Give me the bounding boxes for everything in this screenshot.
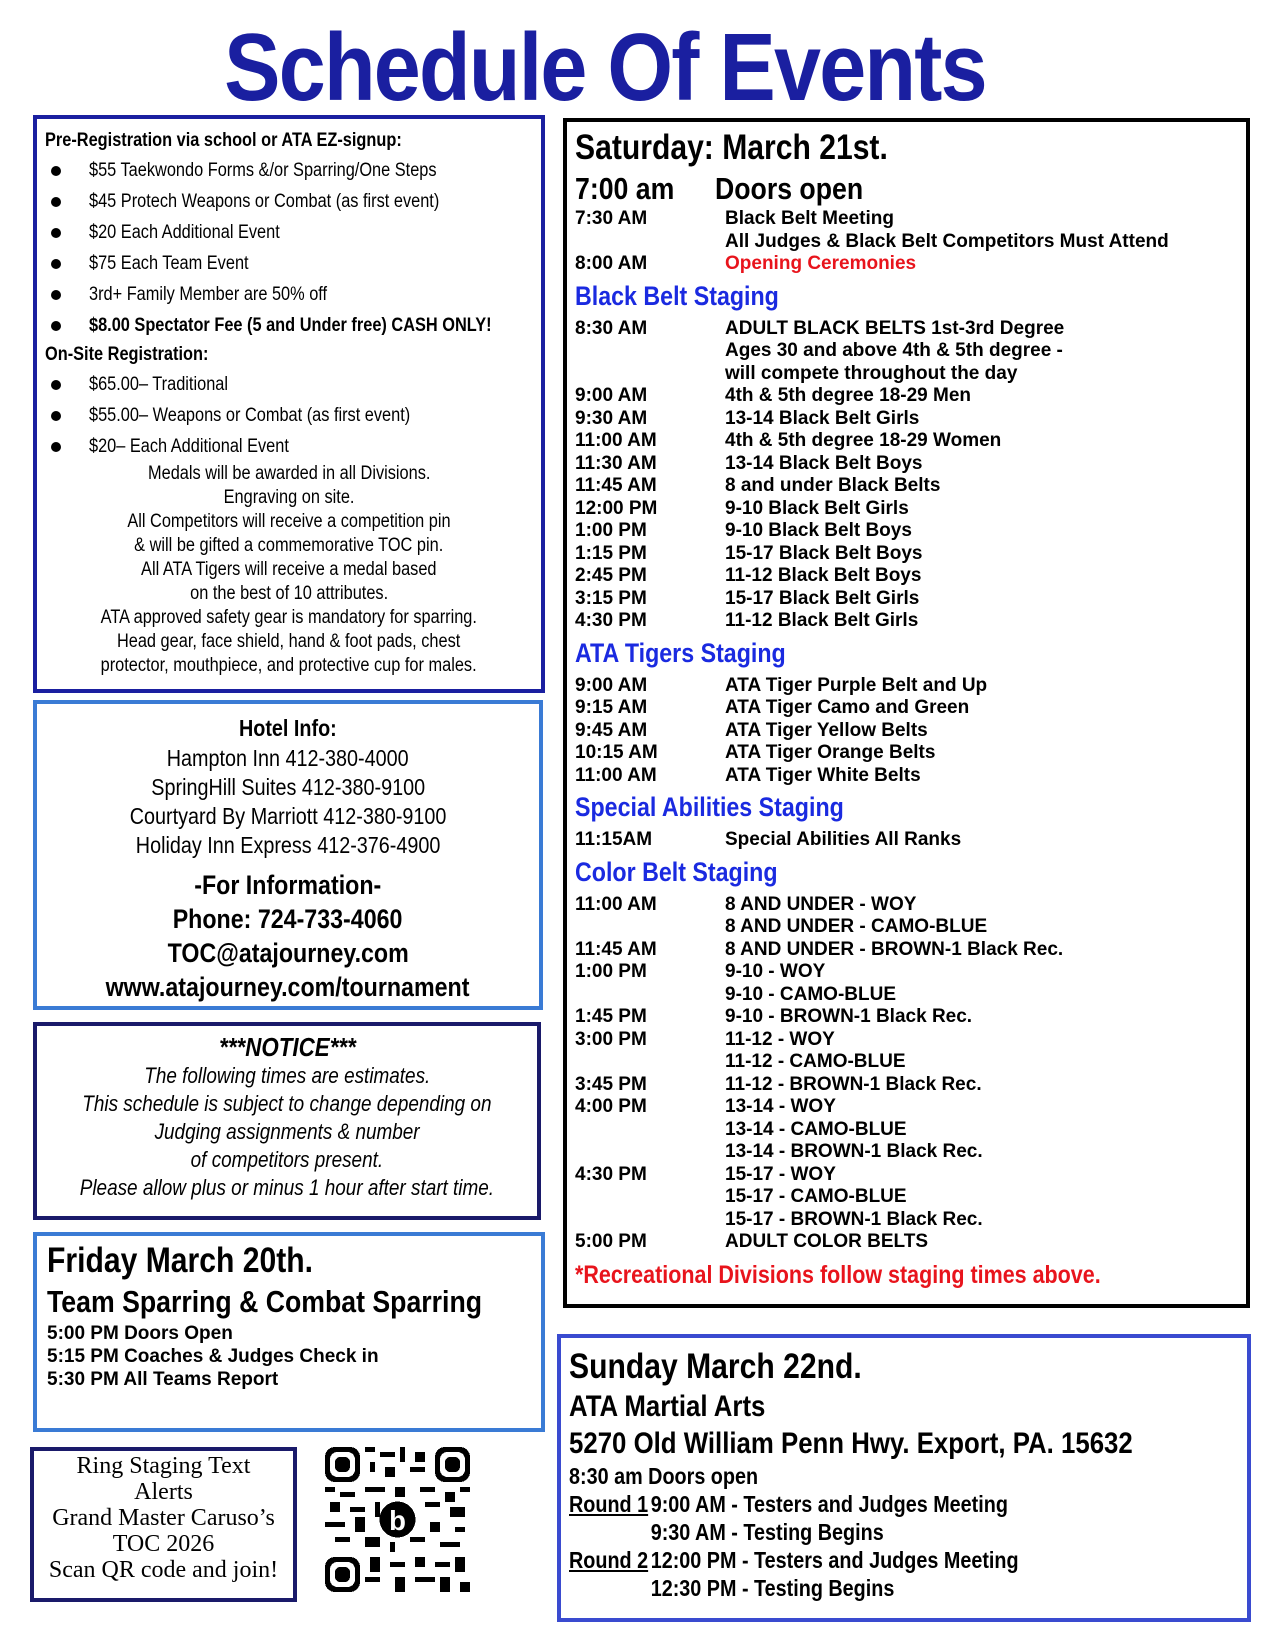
schedule-event: 11-12 - WOY [725,1028,835,1050]
round-label [569,1518,651,1546]
prereg-item [45,155,533,186]
schedule-time: 4:30 PM [575,1163,647,1185]
schedule-time [575,340,725,363]
schedule-time: 9:30 AM [575,407,648,429]
onsite-item [45,369,533,400]
staging-rows [575,318,1238,633]
schedule-event: 9-10 - CAMO-BLUE [725,983,897,1005]
schedule-row [575,340,1238,363]
schedule-event: will compete throughout the day [725,362,1018,384]
sunday-address: 5270 Old William Penn Hwy. Export, PA. 15632 [569,1427,1133,1460]
schedule-row [575,1209,1238,1232]
schedule-time: 4:00 PM [575,1096,647,1117]
bullet-icon [51,228,61,238]
info-line: & will be gifted a commemorative TOC pin. [134,535,444,556]
info-line: Medals will be awarded in all Divisions. [147,463,431,484]
staging-rows [575,829,1238,852]
schedule-event: 4th & 5th degree 18-29 Women [725,430,1002,451]
info-line: All Competitors will receive a competition pin [127,511,451,532]
schedule-row [575,1141,1238,1164]
round-label [569,1574,651,1602]
prereg-item-text: $20 Each Additional Event [89,222,280,243]
qr-text-box [30,1447,297,1602]
schedule-row [575,565,1238,588]
schedule-row [575,498,1238,521]
hotel-item: SpringHill Suites 412-380-9100 [151,774,425,800]
schedule-time: 3:00 PM [575,1028,647,1050]
doors-time: 7:00 am [575,171,675,206]
schedule-time: 1:00 PM [575,961,647,982]
schedule-row [575,231,1238,254]
schedule-row [575,829,1238,852]
schedule-row [575,543,1238,566]
friday-schedule-item: 5:30 PM All Teams Report [47,1369,279,1390]
info-line: on the best of 10 attributes. [189,583,389,604]
round-row [569,1574,1239,1602]
schedule-event: Opening Ceremonies [725,253,917,274]
schedule-time: 11:00 AM [575,430,657,451]
round-text: 9:30 AM - Testing Begins [650,1519,884,1545]
prereg-item-text: $75 Each Team Event [89,253,249,274]
schedule-row [575,1119,1238,1142]
schedule-time [575,984,725,1007]
schedule-row [575,588,1238,611]
saturday-box [563,118,1250,1308]
schedule-event: 13-14 Black Belt Girls [725,407,920,429]
schedule-time: 2:45 PM [575,565,647,586]
schedule-row [575,1074,1238,1097]
staging-heading: Special Abilities Staging [575,792,844,822]
schedule-event: 11-12 Black Belt Boys [725,565,922,586]
onsite-heading: On-Site Registration: [45,344,209,365]
schedule-time: 1:45 PM [575,1006,647,1027]
prereg-item-text: 3rd+ Family Member are 50% off [89,284,328,305]
schedule-time: 8:30 AM [575,317,648,339]
info-title: -For Information- [194,870,382,900]
schedule-time: 8:00 AM [575,253,648,274]
schedule-row [575,916,1238,939]
schedule-time: 12:00 PM [575,497,658,519]
schedule-event: ATA Tiger White Belts [725,764,921,786]
friday-schedule-item: 5:00 PM Doors Open [47,1323,233,1344]
schedule-row [575,253,1238,276]
round-text: 9:00 AM - Testers and Judges Meeting [650,1491,1008,1517]
schedule-time: 9:15 AM [575,697,648,718]
schedule-time [575,363,725,386]
schedule-event: 11-12 - CAMO-BLUE [725,1051,906,1072]
bullet-icon [51,380,61,390]
schedule-time: 11:00 AM [575,893,657,915]
schedule-time: 7:30 AM [575,208,648,229]
bullet-icon [51,321,61,331]
notice-line: Please allow plus or minus 1 hour after start time. [79,1175,495,1200]
schedule-row [575,318,1238,341]
staging-rows [575,675,1238,788]
qr-text-line: Grand Master Caruso’s [52,1505,275,1531]
schedule-time [575,1141,725,1164]
saturday-intro [575,208,1238,276]
schedule-time: 4:30 PM [575,610,647,631]
info-line: All ATA Tigers will receive a medal based [141,559,437,580]
hotel-info-box [33,700,543,1010]
schedule-time: 11:30 AM [575,452,657,474]
schedule-row [575,475,1238,498]
notice-line: Judging assignments & number [154,1119,420,1144]
sunday-venue: ATA Martial Arts [569,1390,766,1423]
hotel-item: Courtyard By Marriott 412-380-9100 [129,803,447,829]
prereg-item-text: $8.00 Spectator Fee (5 and Under free) CASH ONLY! [89,315,492,336]
schedule-event: 8 AND UNDER - WOY [725,893,917,915]
staging-heading: Color Belt Staging [575,856,778,887]
registration-info [45,462,533,678]
sunday-box [557,1334,1251,1622]
schedule-event: 8 AND UNDER - CAMO-BLUE [725,916,988,937]
sunday-date: Sunday March 22nd. [569,1347,862,1386]
staging-heading: ATA Tigers Staging [575,637,786,668]
schedule-time [575,231,725,254]
onsite-item [45,431,533,462]
schedule-row [575,1164,1238,1187]
schedule-event: 15-17 Black Belt Girls [725,587,920,609]
schedule-row [575,1096,1238,1119]
info-line: Head gear, face shield, hand & foot pads, chest [117,631,461,652]
schedule-event: 13-14 Black Belt Boys [725,452,923,474]
hotel-list [45,744,531,860]
schedule-event: Special Abilities All Ranks [725,829,962,850]
page-title: Schedule Of Events [224,14,986,121]
notice-line: The following times are estimates. [143,1063,431,1088]
schedule-row [575,675,1238,698]
schedule-time: 1:00 PM [575,520,647,541]
onsite-item-text: $55.00– Weapons or Combat (as first event) [89,405,411,426]
schedule-row [575,363,1238,386]
website-link[interactable]: www.atajourney.com/tournament [106,972,470,1002]
staging-rows [575,894,1238,1254]
schedule-time: 1:15 PM [575,542,647,564]
info-line: Engraving on site. [223,487,355,508]
info-line: protector, mouthpiece, and protective cup for males. [100,655,478,676]
schedule-row [575,610,1238,633]
schedule-row [575,894,1238,917]
info-line: ATA approved safety gear is mandatory for sparring. [100,607,478,628]
schedule-time: 11:45 AM [575,938,657,960]
prereg-heading: Pre-Registration via school or ATA EZ-signup: [45,130,402,151]
sunday-doors: 8:30 am Doors open [569,1463,759,1489]
schedule-row [575,1231,1238,1254]
prereg-item-text: $55 Taekwondo Forms &/or Sparring/One Steps [89,160,437,181]
notice-box [33,1022,541,1220]
friday-date: Friday March 20th. [47,1241,313,1280]
schedule-event: ATA Tiger Orange Belts [725,742,936,763]
bullet-icon [51,290,61,300]
schedule-time [575,1209,725,1232]
prereg-item [45,279,533,310]
schedule-event: ADULT COLOR BELTS [725,1231,928,1252]
qr-text-line: Alerts [134,1479,193,1505]
qr-code-icon[interactable] [325,1447,470,1592]
schedule-event: 8 and under Black Belts [725,475,941,496]
round-row [569,1546,1239,1574]
schedule-row [575,1186,1238,1209]
schedule-event: 15-17 - WOY [725,1163,836,1185]
prereg-item [45,186,533,217]
schedule-row [575,453,1238,476]
schedule-event: 11-12 - BROWN-1 Black Rec. [725,1073,982,1095]
recreational-note: *Recreational Divisions follow staging times above. [575,1260,1101,1289]
onsite-item-text: $20– Each Additional Event [89,436,289,457]
schedule-event: 9-10 Black Belt Boys [725,520,912,541]
schedule-event: Ages 30 and above 4th & 5th degree - [725,340,1063,361]
schedule-event: Black Belt Meeting [725,208,894,229]
schedule-event: 11-12 Black Belt Girls [725,610,919,631]
prereg-item-text: $45 Protech Weapons or Combat (as first event) [89,191,440,212]
qr-text-line: Ring Staging Text [76,1453,251,1479]
bullet-icon [51,197,61,207]
friday-box [33,1232,545,1432]
round-text: 12:30 PM - Testing Begins [650,1575,895,1601]
notice-title: ***NOTICE*** [218,1032,356,1062]
schedule-time: 5:00 PM [575,1231,647,1252]
round-row [569,1490,1239,1518]
schedule-event: ATA Tiger Purple Belt and Up [725,674,988,696]
schedule-time: 11:15AM [575,829,653,850]
schedule-time [575,1186,725,1209]
schedule-event: 13-14 - WOY [725,1096,836,1117]
schedule-row [575,1029,1238,1052]
schedule-event: 15-17 - BROWN-1 Black Rec. [725,1208,983,1230]
schedule-event: 15-17 - CAMO-BLUE [725,1186,907,1207]
schedule-event: ATA Tiger Camo and Green [725,697,970,718]
schedule-time [575,1051,725,1074]
schedule-event: 9-10 - WOY [725,961,826,982]
schedule-row [575,961,1238,984]
staging-heading: Black Belt Staging [575,280,779,311]
schedule-row [575,697,1238,720]
prereg-list [45,155,533,341]
round-label: Round 2 [569,1547,649,1573]
bullet-icon [51,259,61,269]
schedule-time: 9:00 AM [575,674,648,696]
qr-text-line: TOC 2026 [112,1531,215,1557]
schedule-event: 13-14 - CAMO-BLUE [725,1118,907,1140]
schedule-row [575,408,1238,431]
round-label: Round 1 [569,1491,649,1517]
schedule-event: 9-10 Black Belt Girls [725,497,909,519]
schedule-time: 11:45 AM [575,475,657,496]
notice-line: This schedule is subject to change depending on [82,1091,492,1116]
schedule-event: 15-17 Black Belt Boys [725,542,923,564]
svg-text:b: b [389,1505,406,1536]
schedule-time: 11:00 AM [575,764,657,786]
doors-label: Doors open [715,171,864,206]
schedule-event: 13-14 - BROWN-1 Black Rec. [725,1141,983,1162]
friday-subtitle: Team Sparring & Combat Sparring [47,1284,483,1319]
schedule-row [575,765,1238,788]
notice-line: of competitors present. [190,1147,384,1172]
schedule-row [575,742,1238,765]
friday-schedule-item: 5:15 PM Coaches & Judges Check in [47,1346,379,1367]
schedule-event: 4th & 5th degree 18-29 Men [725,385,972,406]
schedule-event: All Judges & Black Belt Competitors Must Attend [725,230,1169,252]
schedule-row [575,984,1238,1007]
prereg-item [45,248,533,279]
saturday-date: Saturday: March 21st. [575,128,888,167]
bullet-icon [51,442,61,452]
schedule-row [575,385,1238,408]
hotel-item: Holiday Inn Express 412-376-4900 [135,832,441,858]
schedule-time: 3:45 PM [575,1073,647,1095]
round-text: 12:00 PM - Testers and Judges Meeting [650,1547,1019,1573]
schedule-event: ATA Tiger Yellow Belts [725,719,928,741]
bullet-icon [51,166,61,176]
sunday-rounds [569,1490,1239,1602]
schedule-time: 9:45 AM [575,719,648,741]
schedule-row [575,939,1238,962]
schedule-row [575,208,1238,231]
prereg-item [45,217,533,248]
hotel-item: Hampton Inn 412-380-4000 [167,745,409,771]
phone: Phone: 724-733-4060 [173,904,403,934]
schedule-row [575,430,1238,453]
schedule-row [575,1006,1238,1029]
round-row [569,1518,1239,1546]
schedule-time [575,1119,725,1142]
schedule-event: 8 AND UNDER - BROWN-1 Black Rec. [725,938,1064,960]
prereg-item [45,310,533,341]
registration-box [33,115,545,693]
email-link[interactable]: TOC@atajourney.com [167,938,409,968]
schedule-event: 9-10 - BROWN-1 Black Rec. [725,1006,973,1027]
bullet-icon [51,411,61,421]
schedule-time: 3:15 PM [575,587,647,609]
onsite-item [45,400,533,431]
schedule-row [575,720,1238,743]
friday-schedule [47,1322,531,1391]
schedule-time [575,916,725,939]
hotel-title: Hotel Info: [239,715,337,741]
notice-lines [43,1062,531,1202]
onsite-item-text: $65.00– Traditional [89,374,228,395]
schedule-time: 10:15 AM [575,742,658,763]
onsite-list [45,369,533,462]
schedule-time: 9:00 AM [575,385,648,406]
schedule-event: ADULT BLACK BELTS 1st-3rd Degree [725,317,1065,339]
saturday-sections [575,278,1238,1254]
schedule-row [575,1051,1238,1074]
qr-text-line: Scan QR code and join! [48,1557,279,1583]
schedule-row [575,520,1238,543]
